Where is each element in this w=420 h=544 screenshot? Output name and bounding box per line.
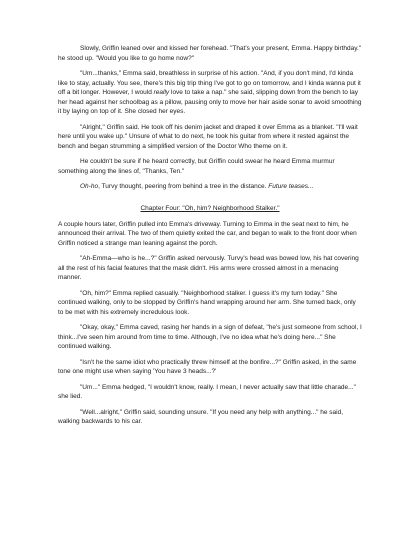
paragraph [58,69,362,117]
paragraph [58,220,362,249]
paragraph [58,323,362,352]
paragraph [58,123,362,152]
paragraph-text: love to take a nap." she said, slipping down from the bench to lay her head against her schoolbag as a pillow, pausing only to move her hair aside sonar to avoid smoothing it by laying on top of it. She closed her eyes. [58,89,362,116]
emphasis-text: Future teases... [268,183,314,191]
paragraph [58,383,362,402]
paragraph [58,157,362,176]
paragraph-text: He couldn't be sure if he heard correctly, but Griffin could swear he heard Emma murmur something along the lines of, "Thanks, Ten." [58,158,335,175]
paragraph-text: A couple hours later, Griffin pulled into Emma's driveway. Turning to Emma in the seat next to him, he announced their arrival. The two of them quietly exited the car, and began to walk to the front door when Griffin noticed a strange man leaning against the porch. [58,220,357,247]
paragraph-text: "Oh, him?" Emma replied casually. "Neighborhood stalker. I guess it's my turn today." She continued walking, only to be stopped by Griffin's hand wrapping around her arm. She turned back, only to be met with his extremely incredulous look. [58,289,356,316]
paragraph-text: "Ah-Emma—who is he...?" Griffin asked nervously. Turvy's head was bowed low, his hat covering all the rest of his facial features that the mask didn't. His arms were crossed almost in a menacing manner. [58,255,359,282]
paragraph-text: "Okay, okay," Emma caved, rasing her hands in a sign of defeat, "he's just someone from school, I think...I've seen him around from time to time. Although, I've no idea what he's doing here..." She continued walking. [58,324,362,351]
paragraph-text: "Well...alright," Griffin said, sounding unsure. "If you need any help with anything..." he said, walking backwards to his car. [58,408,343,426]
paragraph [58,254,362,283]
paragraph [58,408,362,427]
paragraph-text: "Alright," Griffin said. He took off his denim jacket and draped it over Emma as a blanket. "I'll wait here until you wake up." Unsure of what to do next, he took his guitar from where it rested against the bench and began strumming a simplified version of the Doctor Who theme on it. [58,123,358,150]
paragraph-text: "Isn't he the same idiot who practically threw himself at the bonfire...?" Griffin asked, in the same tone one might use when saying 'You have 3 heads...?' [58,358,357,376]
paragraph-text: "Um..." Emma hedged, "I wouldn't know, really. I mean, I never actually saw that little charade..." she lied. [58,383,356,401]
chapter-heading: Chapter Four: "Oh, him? Neighborhood Stalker." [140,204,280,212]
paragraph [58,44,362,63]
emphasis-text: really [153,89,170,97]
paragraph [58,182,362,192]
emphasis-text: Oh-ho [80,183,99,191]
paragraph [58,358,362,377]
paragraph [58,289,362,318]
paragraph-text: Slowly, Griffin leaned over and kissed her forehead. "That's your present, Emma. Happy birthday." he stood up. "Would you like to go home now?" [58,45,362,62]
paragraph-text: "Um...thanks," Emma said, breathless in surprise of his action. "And, if you don't mind, I'd kinda like to stay, actually. You see, there's this big trip thing I've got to go on tomorrow, and I kinda wanna put it off a bit longer. However, I would [58,69,361,97]
paragraph-text: , Turvy thought, peering from behind a tree in the distance. [98,183,269,191]
